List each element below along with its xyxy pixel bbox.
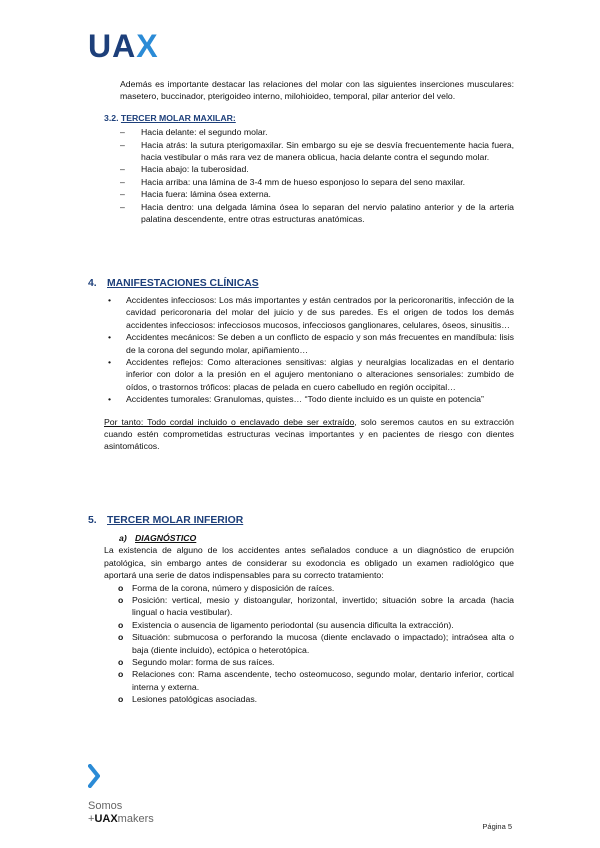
uax-logo: UAX <box>88 28 159 64</box>
list-item: – Hacia fuera: lámina ósea externa. <box>120 188 514 200</box>
section-4-heading: 4. MANIFESTACIONES CLÍNICAS <box>88 278 259 289</box>
footer-tagline: Somos +UAXmakers <box>88 800 154 825</box>
list-item: o Relaciones con: Rama ascendente, techo osteomucoso, segundo molar, dentario inferior, cortical interna y externa. <box>118 668 514 693</box>
list-item: – Hacia atrás: la sutura pterigomaxilar. Sin embargo su eje se desvía frecuentemente hacia fuera, hacia vestibular o más rara vez de manera oblicua, hacia delante contra el segundo molar. <box>120 139 514 164</box>
section-5-list <box>104 582 514 706</box>
list-item: – Hacia delante: el segundo molar. <box>120 126 514 138</box>
list-item: – Hacia dentro: una delgada lámina ósea lo separan del nervio palatino anterior y de la arteria palatina descendente, entre otras estructuras anatómicas. <box>120 201 514 226</box>
list-item: • Accidentes reflejos: Como alteraciones sensitivas: algias y neuralgias localizadas en el dentario inferior con dolor a la presión en el agujero mentoniano o alteraciones sensoriales: zumbido de oídos, o trastornos tróficos: placas de pelada en cuero cabelludo en región occipital… <box>104 356 514 393</box>
list-item: o Lesiones patológicas asociadas. <box>118 693 514 705</box>
section-4-list <box>104 294 514 406</box>
section-5-heading: 5. TERCER MOLAR INFERIOR <box>88 515 244 526</box>
chevron-right-icon <box>88 764 100 788</box>
page-body-top <box>104 78 514 225</box>
section-4-conclusion: Por tanto: Todo cordal incluido o enclavado debe ser extraído, solo seremos cautos en su extracción cuando estén comprometidas estructuras vecinas importantes y en pacientes de riesgo con dientes asintomáticos. <box>104 416 514 452</box>
list-item: • Accidentes tumorales: Granulomas, quistes… “Todo diente incluido es un quiste en potencia” <box>104 393 514 405</box>
diagnostico-heading: a) DIAGNÓSTICO <box>119 533 197 543</box>
list-item: o Posición: vertical, mesio y distoangular, horizontal, invertido; situación sobre la arcada (hacia lingual o hacia vestibular). <box>118 594 514 619</box>
list-item: • Accidentes mecánicos: Se deben a un conflicto de espacio y son más frecuentes en mandíbula: lisis de la corona del segundo molar, apiñamiento… <box>104 331 514 356</box>
list-item: – Hacia abajo: la tuberosidad. <box>120 163 514 175</box>
list-item: o Existencia o ausencia de ligamento periodontal (su ausencia dificulta la extracción). <box>118 619 514 631</box>
diagnostico-paragraph: La existencia de alguno de los accidentes antes señalados conduce a un diagnóstico de erupción patológica, sin embargo antes de considerar su exodoncia es obligado un examen radiológico que aportará una serie de datos indispensables para su correcto tratamiento: <box>104 545 514 581</box>
intro-paragraph: Además es importante destacar las relaciones del molar con las siguientes inserciones musculares: masetero, buccinador, pterigoideo interno, milohioideo, temporal, pilar anterior del velo. <box>120 79 514 102</box>
section-5-body <box>104 532 514 706</box>
list-item: o Forma de la corona, número y disposición de raíces. <box>118 582 514 594</box>
list-item: – Hacia arriba: una lámina de 3-4 mm de hueso esponjoso lo separa del seno maxilar. <box>120 176 514 188</box>
list-item: o Segundo molar: forma de sus raíces. <box>118 656 514 668</box>
list-item: o Situación: submucosa o perforando la mucosa (diente enclavado o impactado); intraósea alta o baja (diente incluido), ectópica o heterotópica. <box>118 631 514 656</box>
list-item: • Accidentes infecciosos: Los más importantes y están centrados por la pericoronaritis, infección de la cavidad pericoronaria del molar del juicio y de sus paredes. Es el origen de todos los demás accidentes infecciosos: infecciosos mucosos, infecciosos ganglionares, celulares, óseos, sinusitis… <box>104 294 514 331</box>
section-4-body <box>104 294 514 453</box>
section-3-2-heading: 3.2. TERCER MOLAR MAXILAR: <box>104 112 236 123</box>
page-number: Página 5 <box>482 822 512 831</box>
section-3-2-list <box>104 126 514 225</box>
